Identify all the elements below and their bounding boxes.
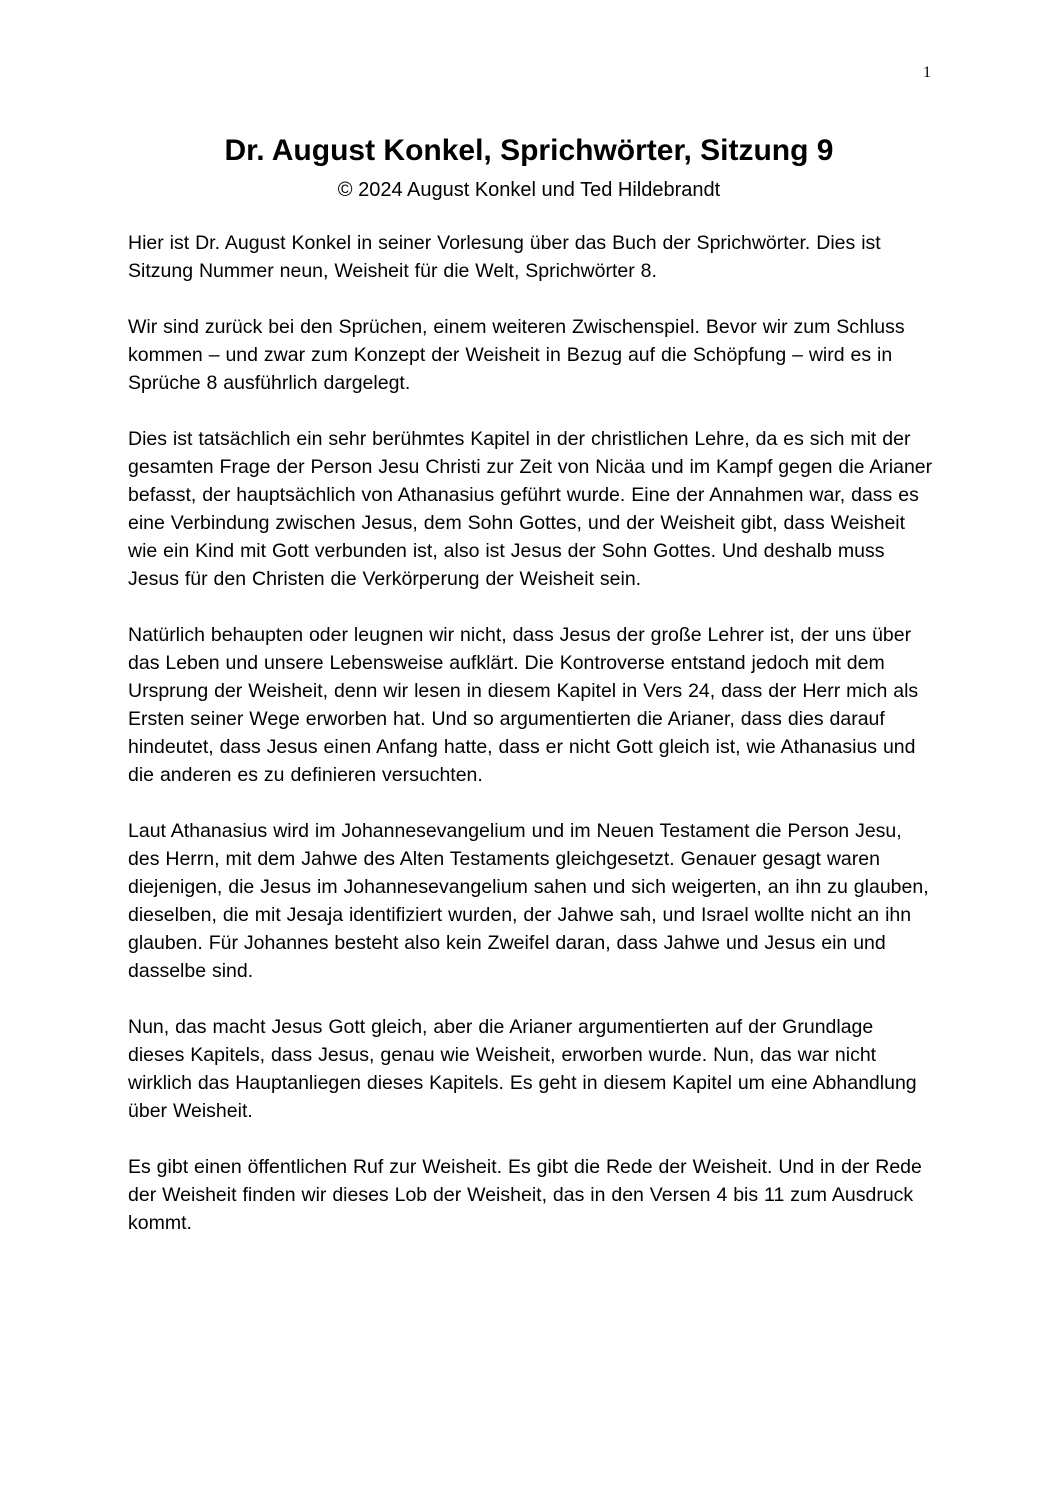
document-title: Dr. August Konkel, Sprichwörter, Sitzung 9 [224, 134, 834, 167]
paragraph: Natürlich behaupten oder leugnen wir nicht, dass Jesus der große Lehrer ist, der uns über das Leben und unsere Lebensweise aufklärt. Die Kontroverse entstand jedoch mit dem Ursprung der Weisheit, denn wir lesen in diesem Kapitel in Vers 24, dass der Herr mich als Ersten seiner Wege erworben hat. Und so argumentierten die Arianer, dass dies darauf hindeutet, dass Jesus einen Anfang hatte, dass er nicht Gott gleich ist, wie Athanasius und die anderen es zu definieren versuchten. [128, 624, 919, 786]
paragraph: Laut Athanasius wird im Johannesevangelium und im Neuen Testament die Person Jesu, des Herrn, mit dem Jahwe des Alten Testaments gleichgesetzt. Genauer gesagt waren diejenigen, die Jesus im Johannesevangelium sahen und sich weigerten, an ihn zu glauben, dieselben, die mit Jesaja identifiziert wurden, der Jahwe sah, und Israel wollte nicht an ihn glauben. Für Johannes besteht also kein Zweifel daran, dass Jahwe und Jesus ein und dasselbe sind. [128, 820, 929, 982]
copyright-line: © 2024 August Konkel und Ted Hildebrandt [337, 179, 721, 201]
paragraph: Nun, das macht Jesus Gott gleich, aber die Arianer argumentierten auf der Grundlage dieses Kapitels, dass Jesus, genau wie Weisheit, erworben wurde. Nun, das war nicht wirklich das Hauptanliegen dieses Kapitels. Es geht in diesem Kapitel um eine Abhandlung über Weisheit. [128, 1016, 917, 1122]
document-body [128, 229, 934, 1265]
paragraph: Dies ist tatsächlich ein sehr berühmtes Kapitel in der christlichen Lehre, da es sich mit der gesamten Frage der Person Jesu Christi zur Zeit von Nicäa und im Kampf gegen die Arianer befasst, der hauptsächlich von Athanasius geführt wurde. Eine der Annahmen war, dass es eine Verbindung zwischen Jesus, dem Sohn Gottes, und der Weisheit gibt, dass Weisheit wie ein Kind mit Gott verbunden ist, also ist Jesus der Sohn Gottes. Und deshalb muss Jesus für den Christen die Verkörperung der Weisheit sein. [128, 428, 933, 590]
paragraph: Wir sind zurück bei den Sprüchen, einem weiteren Zwischenspiel. Bevor wir zum Schluss kommen – und zwar zum Konzept der Weisheit in Bezug auf die Schöpfung – wird es in Sprüche 8 ausführlich dargelegt. [128, 316, 905, 394]
paragraph: Hier ist Dr. August Konkel in seiner Vorlesung über das Buch der Sprichwörter. Dies ist Sitzung Nummer neun, Weisheit für die Welt, Sprichwörter 8. [128, 232, 881, 282]
paragraph: Es gibt einen öffentlichen Ruf zur Weisheit. Es gibt die Rede der Weisheit. Und in der Rede der Weisheit finden wir dieses Lob der Weisheit, das in den Versen 4 bis 11 zum Ausdruck kommt. [128, 1156, 922, 1234]
page-number: 1 [923, 64, 931, 81]
